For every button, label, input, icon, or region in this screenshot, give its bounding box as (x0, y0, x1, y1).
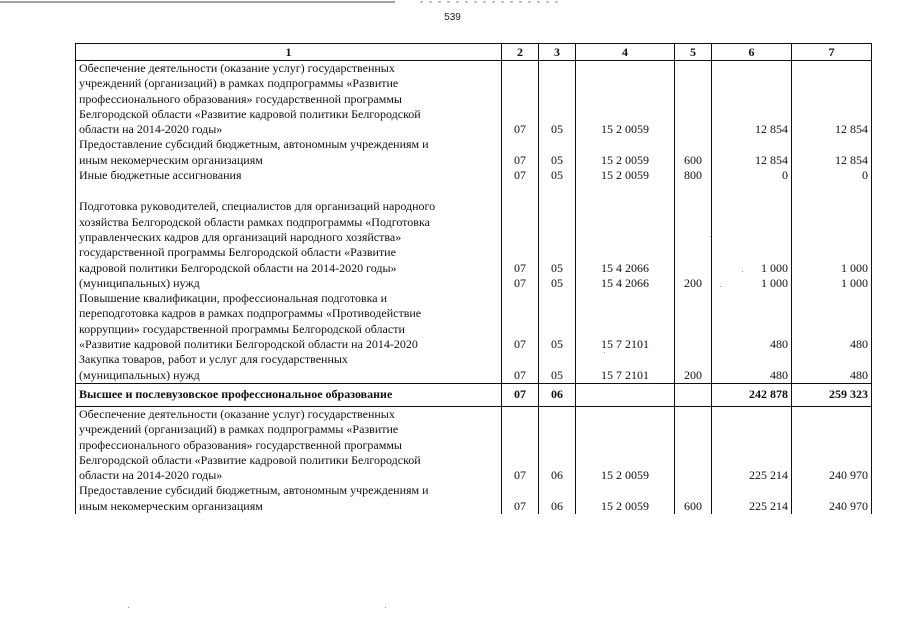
description-line: государственной программы Белгородской области «Развитие (79, 245, 396, 260)
cell-c6: 225 214 (712, 483, 792, 514)
cell-c6: 242 878 (712, 383, 792, 406)
column-header: 7 (792, 44, 872, 61)
cell-c4: 15 2 0059 (576, 483, 675, 514)
description-line: Белгородской области «Развитие кадровой политики Белгородской (79, 452, 421, 467)
description-line: переподготовка кадров в рамках подпрограммы «Противодействие (79, 306, 422, 321)
cell-c6: 12 854 (712, 137, 792, 168)
cell-c5: 200 (675, 276, 712, 291)
table-header-row (76, 44, 872, 61)
cell-c7: 480 (792, 291, 872, 352)
cell-c7: 259 323 (792, 383, 872, 406)
empty-cell (675, 183, 712, 199)
row-description (76, 406, 502, 483)
cell-c6: 225 214 (712, 406, 792, 483)
description-line: кадровой политики Белгородской области на 2014-2020 годы» (79, 260, 397, 275)
table-row (76, 291, 872, 352)
description-line: Повышение квалификации, профессиональная подготовка и (79, 291, 388, 306)
cell-c7: 1 000 (792, 276, 872, 291)
table-row (76, 168, 872, 183)
cell-c4: 15 7 2101 (576, 352, 675, 383)
budget-table (75, 43, 872, 514)
description-line: профессионального образования» государственной программы (79, 91, 402, 106)
column-header: 2 (502, 44, 539, 61)
cell-c6: 1 000 (712, 199, 792, 275)
empty-cell (792, 183, 872, 199)
page-number: 539 (444, 12, 461, 23)
description-line: учреждений (организаций) в рамках подпрограммы «Развитие (79, 76, 399, 91)
cell-c4: 15 2 0059 (576, 406, 675, 483)
cell-c4: 15 4 2066 (576, 199, 675, 275)
column-header: 1 (76, 44, 502, 61)
row-description (76, 168, 502, 183)
cell-c7: 12 854 (792, 61, 872, 138)
column-header: 3 (539, 44, 576, 61)
cell-c3: 05 (539, 61, 576, 138)
cell-c2: 07 (502, 406, 539, 483)
description-line: «Развитие кадровой политики Белгородской области на 2014-2020 (79, 337, 418, 352)
row-description (76, 352, 502, 383)
cell-c6: 0 (712, 168, 792, 183)
cell-c7: 1 000 (792, 199, 872, 275)
table-body (76, 61, 872, 515)
cell-c6: 480 (712, 291, 792, 352)
cell-c3: 06 (539, 483, 576, 514)
description-line: Иные бюджетные ассигнования (79, 168, 242, 183)
table-row (76, 406, 872, 483)
description-line: управленческих кадров для организаций народного хозяйства» (79, 229, 402, 244)
column-header: 5 (675, 44, 712, 61)
cell-c3: 05 (539, 352, 576, 383)
cell-c6: 1 000 (712, 276, 792, 291)
cell-c3: 06 (539, 383, 576, 406)
description-line: Подготовка руководителей, специалистов для организаций народного (79, 199, 436, 214)
row-description (76, 137, 502, 168)
table-row (76, 483, 872, 514)
description-line: (муниципальных) нужд (79, 367, 200, 382)
cell-c2: 07 (502, 291, 539, 352)
cell-c3: 06 (539, 406, 576, 483)
cell-c5: 800 (675, 168, 712, 183)
cell-c3: 05 (539, 291, 576, 352)
description-line: Белгородской области «Развитие кадровой политики Белгородской (79, 106, 421, 121)
table-row (76, 61, 872, 138)
description-line: Высшее и послевузовское профессиональное образование (79, 387, 393, 402)
cell-c5 (675, 291, 712, 352)
description-line: Предоставление субсидий бюджетным, автономным учреждениям и (79, 483, 429, 498)
cell-c7: 240 970 (792, 406, 872, 483)
column-header: 4 (576, 44, 675, 61)
empty-cell (712, 183, 792, 199)
cell-c2: 07 (502, 61, 539, 138)
table-row (76, 199, 872, 275)
cell-c7: 240 970 (792, 483, 872, 514)
empty-cell (576, 183, 675, 199)
cell-c4 (576, 383, 675, 406)
row-description (76, 276, 502, 291)
table-row (76, 276, 872, 291)
cell-c6: 480 (712, 352, 792, 383)
spacer-row (76, 183, 872, 199)
description-line: иным некомерческим организациям (79, 498, 263, 513)
row-description (76, 291, 502, 352)
cell-c2: 07 (502, 199, 539, 275)
cell-c7: 12 854 (792, 137, 872, 168)
cell-c2: 07 (502, 137, 539, 168)
cell-c2: 07 (502, 483, 539, 514)
cell-c5: 600 (675, 137, 712, 168)
cell-c2: 07 (502, 276, 539, 291)
description-line: (муниципальных) нужд (79, 275, 200, 290)
cell-c3: 05 (539, 276, 576, 291)
cell-c4: 15 4 2066 (576, 276, 675, 291)
description-line: Обеспечение деятельности (оказание услуг) государственных (79, 406, 395, 421)
cell-c2: 07 (502, 168, 539, 183)
description-line: коррупции» государственной программы Белгородской области (79, 321, 405, 336)
description-line: Обеспечение деятельности (оказание услуг) государственных (79, 61, 395, 75)
row-description (76, 483, 502, 514)
cell-c3: 05 (539, 137, 576, 168)
empty-cell (76, 183, 502, 199)
table-row (76, 352, 872, 383)
description-line: учреждений (организаций) в рамках подпрограммы «Развитие (79, 422, 399, 437)
cell-c5 (675, 199, 712, 275)
cell-c5: 600 (675, 483, 712, 514)
section-total-row (76, 383, 872, 406)
row-description (76, 383, 502, 406)
row-description (76, 61, 502, 138)
cell-c6: 12 854 (712, 61, 792, 138)
cell-c7: 480 (792, 352, 872, 383)
cell-c5 (675, 406, 712, 483)
cell-c5: 200 (675, 352, 712, 383)
cell-c4: 15 2 0059 (576, 61, 675, 138)
cell-c5 (675, 383, 712, 406)
cell-c5 (675, 61, 712, 138)
cell-c4: 15 2 0059 (576, 168, 675, 183)
description-line: области на 2014-2020 годы» (79, 468, 223, 483)
empty-cell (502, 183, 539, 199)
description-line: иным некомерческим организациям (79, 152, 263, 167)
cell-c4: 15 7 2101 (576, 291, 675, 352)
scan-top-edge (0, 0, 905, 6)
description-line: Предоставление субсидий бюджетным, автономным учреждениям и (79, 137, 429, 152)
column-header: 6 (712, 44, 792, 61)
row-description (76, 199, 502, 275)
cell-c2: 07 (502, 383, 539, 406)
cell-c7: 0 (792, 168, 872, 183)
cell-c2: 07 (502, 352, 539, 383)
empty-cell (539, 183, 576, 199)
description-line: профессионального образования» государственной программы (79, 437, 402, 452)
cell-c4: 15 2 0059 (576, 137, 675, 168)
cell-c3: 05 (539, 168, 576, 183)
cell-c3: 05 (539, 199, 576, 275)
description-line: хозяйства Белгородской области рамках подпрограммы «Подготовка (79, 214, 430, 229)
description-line: Закупка товаров, работ и услуг для государственных (79, 352, 348, 367)
table-row (76, 137, 872, 168)
description-line: области на 2014-2020 годы» (79, 122, 223, 137)
